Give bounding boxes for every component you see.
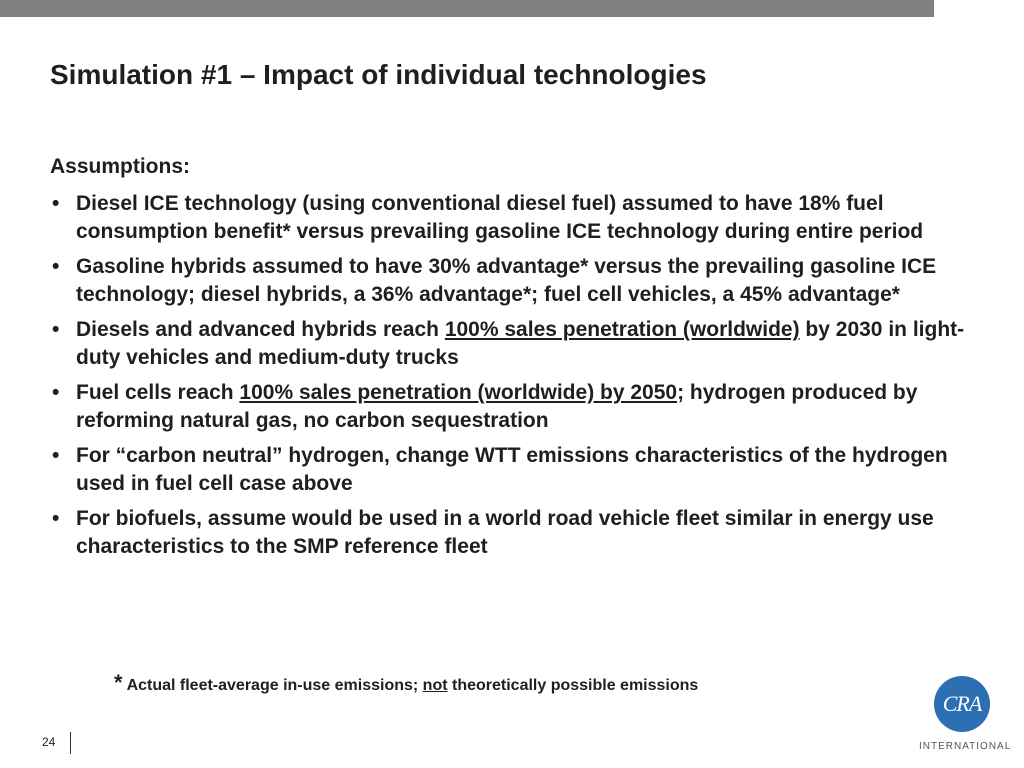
cra-logo-icon [934,676,990,732]
bullet-icon: • [52,444,60,467]
bullet-text: For “carbon neutral” hydrogen, change WTT emissions characteristics of the hydrogen used in fuel cell case above [76,444,948,495]
bullet-text-after: by 2030 in light-duty vehicles and medium-duty trucks [76,318,965,369]
bullet-item-diesel-ice [50,190,980,246]
bullet-text: Diesels and advanced hybrids reach [76,318,445,341]
slide-title: Simulation #1 – Impact of individual technologies [50,59,707,90]
asterisk-icon: * [114,670,123,695]
bullet-item-penetration-2030 [50,316,980,372]
bullet-icon: • [52,507,60,530]
bullet-item-carbon-neutral [50,442,980,498]
bullet-item-biofuels [50,505,980,561]
bullet-icon: • [52,192,60,215]
top-bar [0,0,934,17]
assumptions-list [50,190,980,568]
bullet-item-hybrids [50,253,980,309]
page-number: 24 [42,735,56,749]
bullet-text: For biofuels, assume would be used in a world road vehicle fleet similar in energy use characteristics to the SMP reference fleet [76,507,934,558]
bullet-item-fuel-cells [50,379,980,435]
footnote [114,672,698,697]
bullet-icon: • [52,255,60,278]
bullet-text: Gasoline hybrids assumed to have 30% advantage* versus the prevailing gasoline ICE technology; diesel hybrids, a 36% advantage*; fuel cell vehicles, a 45% advantage* [76,255,937,306]
footnote-text-after: theoretically possible emissions [447,677,699,694]
bullet-underlined-text: 100% sales penetration (worldwide) [444,318,800,341]
bullet-icon: • [52,381,60,404]
footnote-underlined-text: not [422,677,448,694]
footnote-text: Actual fleet-average in-use emissions; [126,677,423,694]
page-divider [70,732,71,754]
bullet-text-after: ; hydrogen produced by reforming natural gas, no carbon sequestration [76,381,918,432]
logo-caption: INTERNATIONAL [919,741,1012,752]
bullet-text: Fuel cells reach [76,381,240,404]
assumptions-heading: Assumptions: [50,155,191,178]
bullet-icon: • [52,318,60,341]
logo-mark: CRA [942,691,982,716]
bullet-text: Diesel ICE technology (using conventional diesel fuel) assumed to have 18% fuel consumption benefit* versus prevailing gasoline ICE technology during entire period [76,192,924,243]
bullet-underlined-text: 100% sales penetration (worldwide) by 2050 [239,381,678,404]
